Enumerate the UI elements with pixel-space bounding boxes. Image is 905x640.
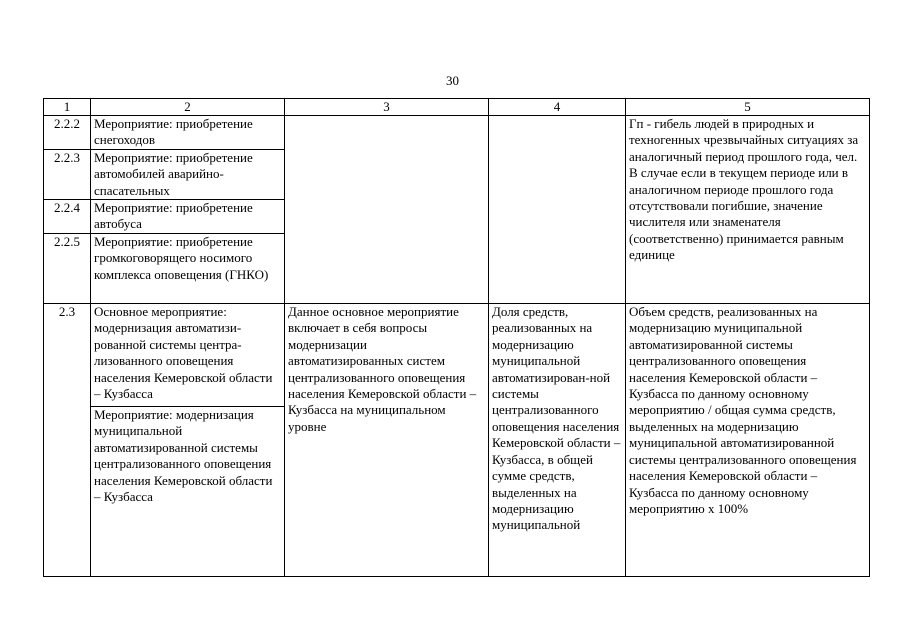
page-number: 30 <box>446 73 459 88</box>
row-number: 2.3 <box>44 304 91 577</box>
description-cell-empty <box>285 116 489 304</box>
header-col-1: 1 <box>44 99 91 116</box>
event-name: Мероприятие: приобретение автобуса <box>91 200 285 234</box>
main-event-name: Основное мероприятие: модернизация автоматизи-рованной системы центра-лизованного оповещения населения Кемеровской области – Кузбасса <box>91 304 285 407</box>
header-col-3: 3 <box>285 99 489 116</box>
header-col-2: 2 <box>91 99 285 116</box>
table-header-row <box>44 99 870 116</box>
indicator-name: Доля средств, реализованных на модернизацию муниципальной автоматизирован-ной системы централизованного оповещения населения Кемеровской области – Кузбасса, в общей сумме средств, выделенных на модернизацию муниципальной <box>489 304 626 577</box>
row-number: 2.2.4 <box>44 200 91 234</box>
calculation-method: Гп - гибель людей в природных и техногенных чрезвычайных ситуациях за аналогичный период прошлого года, чел. В случае если в текущем периоде или в аналогичном периоде прошлого года отсутствовали погибшие, значение числителя или знаменателя (соответственно) принимается равным единице <box>626 116 870 304</box>
event-name: Мероприятие: приобретение снегоходов <box>91 116 285 150</box>
row-number: 2.2.5 <box>44 234 91 304</box>
event-name: Мероприятие: приобретение автомобилей аварийно-спасательных <box>91 149 285 199</box>
table-row <box>44 116 870 150</box>
table-row <box>44 304 870 407</box>
header-col-4: 4 <box>489 99 626 116</box>
event-name: Мероприятие: модернизация муниципальной автоматизированной системы централизованного оповещения населения Кемеровской области – Кузбасса <box>91 407 285 577</box>
event-description: Данное основное мероприятие включает в себя вопросы модернизации автоматизированных систем централизованного оповещения населения Кемеровской области – Кузбасса на муниципальном уровне <box>285 304 489 577</box>
indicator-cell-empty <box>489 116 626 304</box>
header-col-5: 5 <box>626 99 870 116</box>
row-number: 2.2.2 <box>44 116 91 150</box>
event-name: Мероприятие: приобретение громкоговорящего носимого комплекса оповещения (ГНКО) <box>91 234 285 304</box>
calculation-method: Объем средств, реализованных на модернизацию муниципальной автоматизированной системы централизованного оповещения населения Кемеровской области – Кузбасса по данному основному мероприятию / общая сумма средств, выделенных на модернизацию муниципальной автоматизированной системы централизованного оповещения населения Кемеровской области – Кузбасса по данному основному мероприятию х 100% <box>626 304 870 577</box>
indicators-table <box>43 98 870 577</box>
row-number: 2.2.3 <box>44 149 91 199</box>
